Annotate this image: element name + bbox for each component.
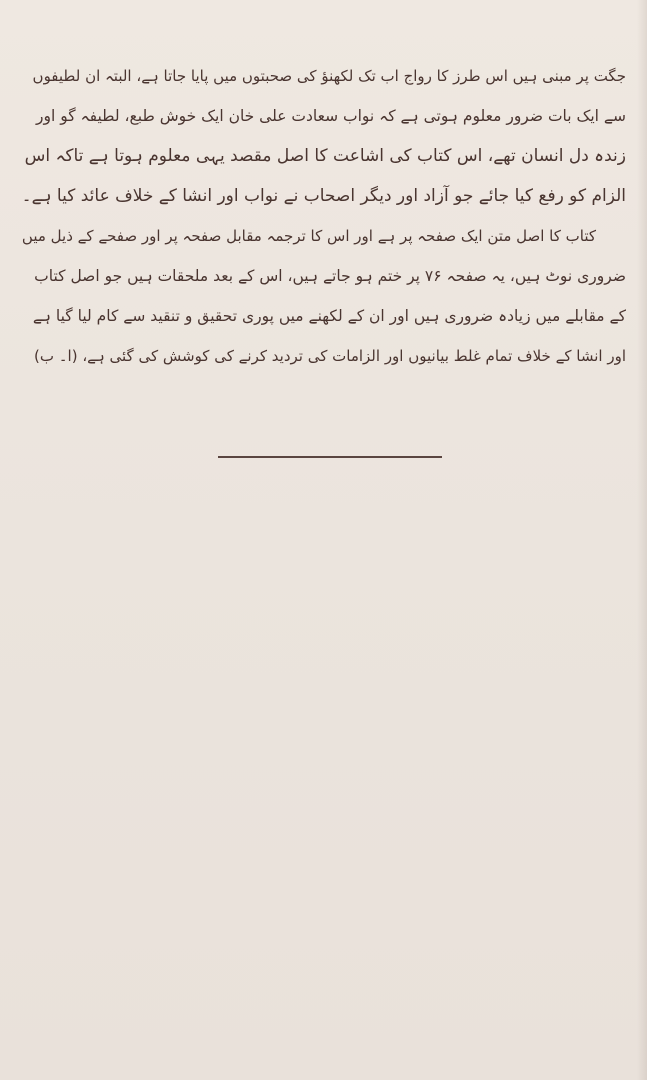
text-line: الزام کو رفع کیا جائے جو آزاد اور دیگر اصحاب نے نواب اور انشا کے خلاف عائد کیا ہے۔ (22, 186, 626, 206)
paragraph-2 (22, 216, 626, 376)
text-line: اور انشا کے خلاف تمام غلط بیانیوں اور الزامات کی تردید کرنے کی کوشش کی گئی ہے، (ا۔ ب) (34, 347, 626, 365)
text-line: زندہ دل انسان تھے، اس کتاب کی اشاعت کا اصل مقصد یہی معلوم ہوتا ہے تاکہ اس (24, 146, 626, 166)
section-divider-rule (218, 456, 442, 458)
urdu-text-block (22, 56, 626, 376)
page-edge-shadow (637, 0, 647, 1080)
text-line: جگت پر مبنی ہیں اس طرز کا رواج اب تک لکھنؤ کی صحبتوں میں پایا جاتا ہے، البتہ ان لطیفوں (32, 67, 626, 85)
text-line: سے ایک بات ضرور معلوم ہوتی ہے کہ نواب سعادت علی خان ایک خوش طبع، لطیفہ گو اور (36, 107, 626, 125)
text-line: کتاب کا اصل متن ایک صفحہ پر ہے اور اس کا ترجمہ مقابل صفحہ پر اور صفحے کے ذیل میں (22, 227, 596, 245)
text-line: کے مقابلے میں زیادہ ضروری ہیں اور ان کے لکھنے میں پوری تحقیق و تنقید سے کام لیا گیا ہے (32, 307, 626, 325)
paragraph-1 (22, 56, 626, 216)
text-line: ضروری نوٹ ہیں، یہ صفحہ ۷۶ پر ختم ہو جاتے ہیں، اس کے بعد ملحقات ہیں جو اصل کتاب (34, 267, 626, 285)
